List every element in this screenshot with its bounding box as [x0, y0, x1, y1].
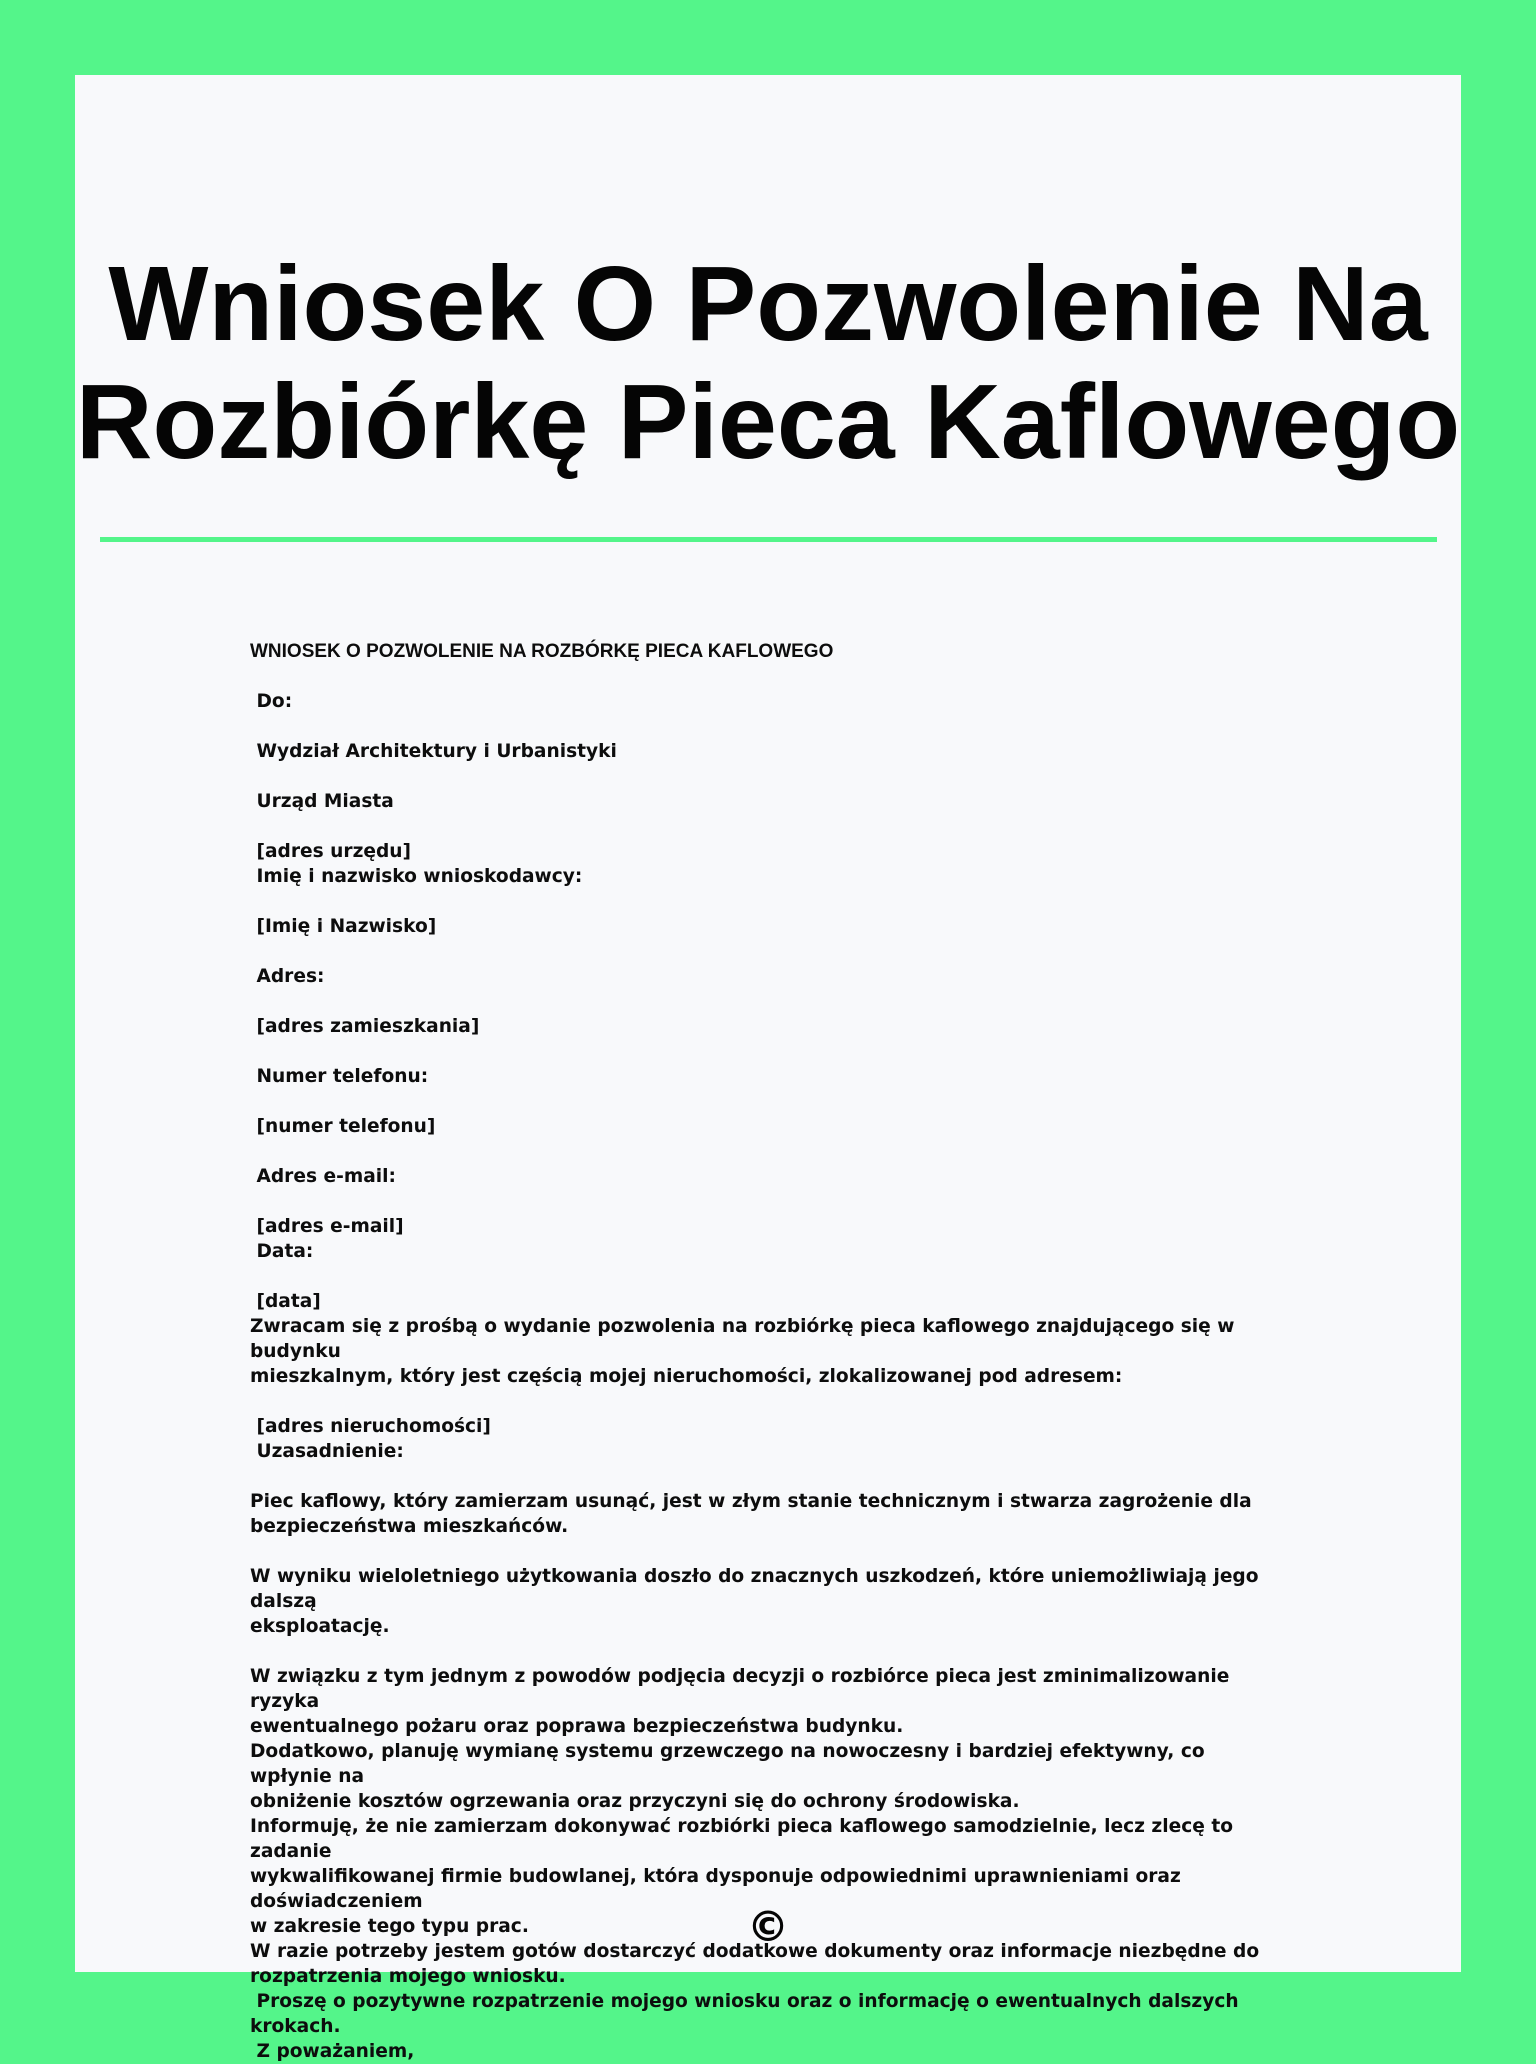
- letter-line: [adres zamieszkania]: [250, 1016, 480, 1037]
- letter-line: [250, 939, 1290, 964]
- letter-line: [250, 1089, 1290, 1114]
- letter-line: rozpatrzenia mojego wniosku.: [250, 1966, 566, 1987]
- letter-line: bezpieczeństwa mieszkańców.: [250, 1516, 569, 1537]
- letter-line: Adres e-mail:: [250, 1166, 396, 1187]
- letter-line: Uzasadnienie:: [250, 1441, 404, 1462]
- letter-line: Urząd Miasta: [250, 791, 394, 812]
- letter-line: [numer telefonu]: [250, 1116, 436, 1137]
- letter-line: Numer telefonu:: [250, 1066, 429, 1087]
- letter-heading: WNIOSEK O POZWOLENIE NA ROZBÓRKĘ PIECA KAFLOWEGO: [250, 641, 834, 662]
- letter-line: Proszę o pozytywne rozpatrzenie mojego wniosku oraz o informację o ewentualnych dalszych krokach.: [250, 1991, 1246, 2037]
- letter-line: Z poważaniem,: [250, 2041, 415, 2062]
- letter-line: Piec kaflowy, który zamierzam usunąć, jest w złym stanie technicznym i stwarza zagrożenie dla: [250, 1491, 1252, 1512]
- letter-line: [250, 1264, 1290, 1289]
- letter-line: W wyniku wieloletniego użytkowania doszło do znacznych uszkodzeń, które uniemożliwiają jego dalszą: [250, 1566, 1265, 1612]
- letter-line: [adres nieruchomości]: [250, 1416, 491, 1437]
- letter-line: W związku z tym jednym z powodów podjęcia decyzji o rozbiórce pieca jest zminimalizowanie ryzyka: [250, 1666, 1236, 1712]
- letter-line: [250, 1464, 1290, 1489]
- letter-line: w zakresie tego typu prac.: [250, 1916, 529, 1937]
- letter-line: Informuję, że nie zamierzam dokonywać rozbiórki pieca kaflowego samodzielnie, lecz zlecę to zadanie: [250, 1816, 1240, 1862]
- letter-line: [250, 1389, 1290, 1414]
- letter-line: ewentualnego pożaru oraz poprawa bezpieczeństwa budynku.: [250, 1716, 904, 1737]
- letter-line: [adres urzędu]: [250, 841, 412, 862]
- title-line-2: Rozbiórkę Pieca Kaflowego: [75, 363, 1461, 481]
- letter-line: [250, 1139, 1290, 1164]
- letter-line: Adres:: [250, 966, 325, 987]
- letter-line: [data]: [250, 1291, 321, 1312]
- letter-line: Zwracam się z prośbą o wydanie pozwolenia na rozbiórkę pieca kaflowego znajdującego się w budynku: [250, 1316, 1241, 1362]
- letter-line: [Imię i Nazwisko]: [250, 916, 437, 937]
- title-line-1: Wniosek O Pozwolenie Na: [108, 245, 1428, 363]
- copyright-symbol: ©: [747, 1902, 789, 1951]
- letter-line: [250, 814, 1290, 839]
- letter-line: Data:: [250, 1241, 314, 1262]
- letter-line: W razie potrzeby jestem gotów dostarczyć dodatkowe dokumenty oraz informacje niezbędne do: [250, 1941, 1260, 1962]
- letter-line: [250, 1539, 1290, 1564]
- letter-line: [250, 1039, 1290, 1064]
- letter-line: [250, 1189, 1290, 1214]
- letter-body: [250, 589, 1290, 2064]
- letter-line: Do:: [250, 691, 293, 712]
- letter-line: Wydział Architektury i Urbanistyki: [250, 741, 617, 762]
- letter-line: Dodatkowo, planuję wymianę systemu grzewczego na nowoczesny i bardziej efektywny, co wpłynie na: [250, 1741, 1212, 1787]
- letter-line: Imię i nazwisko wnioskodawcy:: [250, 866, 583, 887]
- letter-line: [adres e-mail]: [250, 1216, 404, 1237]
- title-divider: [100, 537, 1437, 542]
- letter-line: [250, 889, 1290, 914]
- letter-line: [250, 1639, 1290, 1664]
- letter-line: [250, 989, 1290, 1014]
- letter-line: [250, 764, 1290, 789]
- letter-line: eksploatację.: [250, 1616, 390, 1637]
- document-title: [0, 245, 1536, 481]
- letter-line: mieszkalnym, który jest częścią mojej nieruchomości, zlokalizowanej pod adresem:: [250, 1366, 1123, 1387]
- letter-line: [250, 714, 1290, 739]
- letter-line: obniżenie kosztów ogrzewania oraz przyczyni się do ochrony środowiska.: [250, 1791, 1020, 1812]
- letter-line: wykwalifikowanej firmie budowlanej, która dysponuje odpowiednimi uprawnieniami oraz doświadczeniem: [250, 1866, 1188, 1912]
